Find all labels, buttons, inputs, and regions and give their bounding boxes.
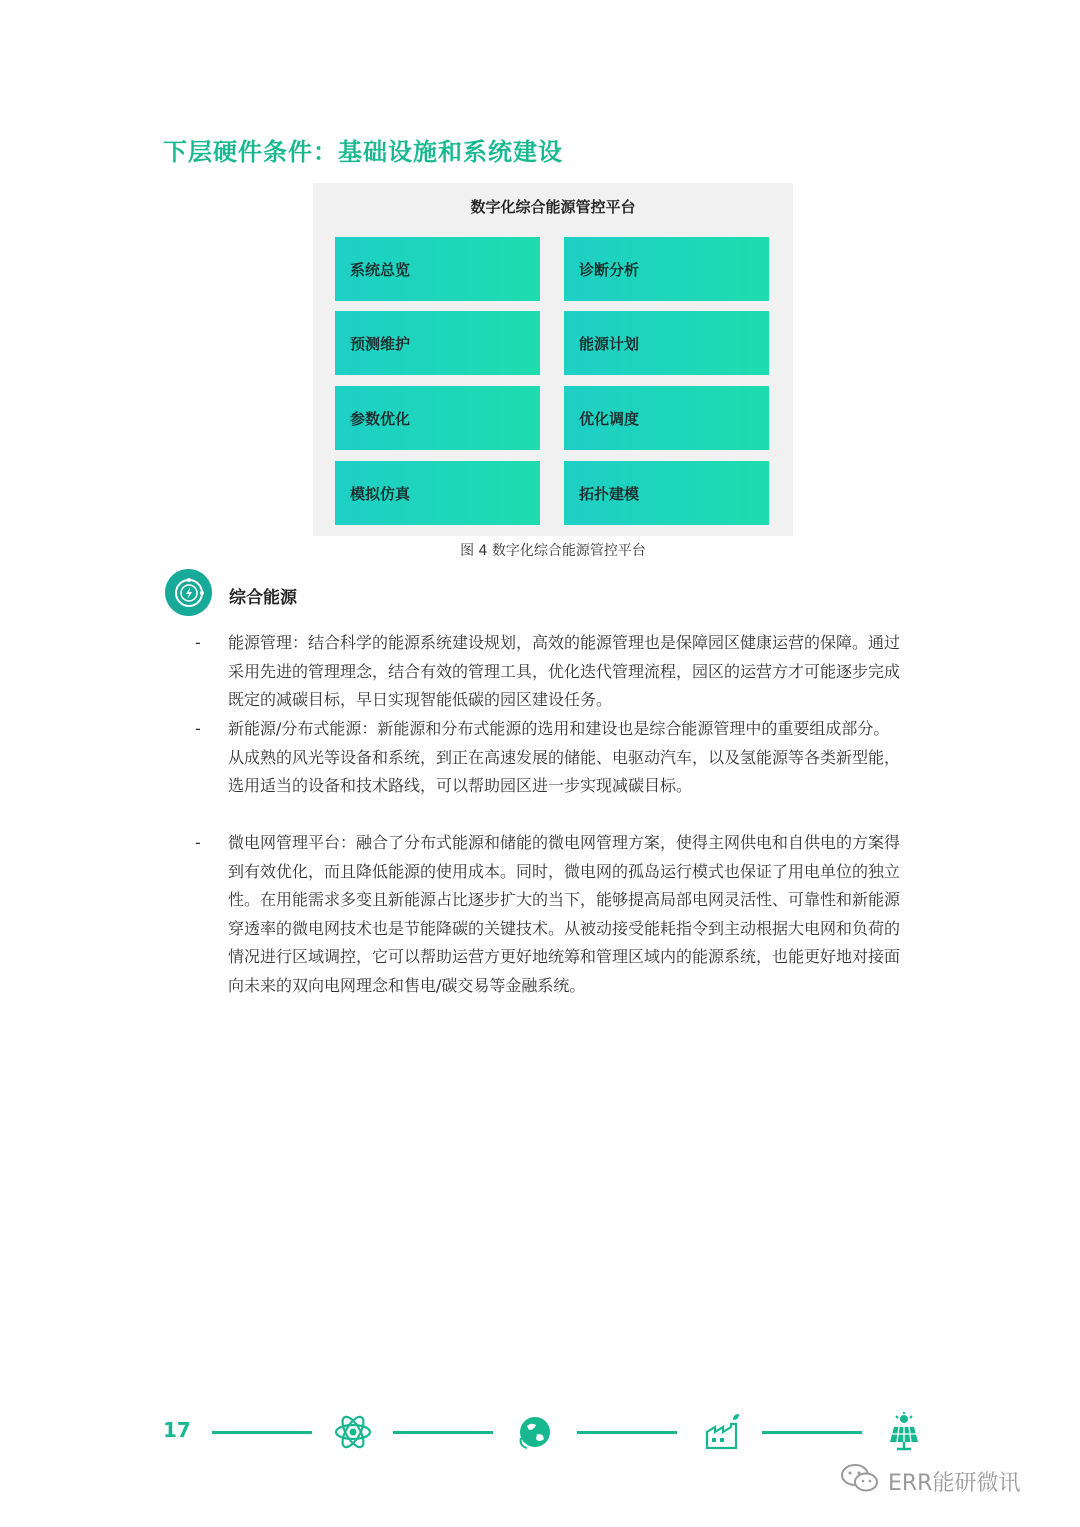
bullet-text: 新能源/分布式能源：新能源和分布式能源的选用和建设也是综合能源管理中的重要组成部分。从成熟的风光等设备和系统，到正在高速发展的储能、电驱动汽车，以及氢能源等各类新型能，选用适当的设备和技术路线，可以帮助园区进一步实现减碳目标。 [228, 719, 901, 795]
tile-system-overview: 系统总览 [335, 237, 540, 301]
bullet-marker: - [195, 633, 201, 652]
bullet-marker: - [195, 833, 201, 852]
tile-optimized-dispatch: 优化调度 [564, 386, 769, 450]
tile-predictive-maintenance: 预测维护 [335, 311, 540, 375]
footer-divider [762, 1431, 862, 1434]
bullet-text: 微电网管理平台：融合了分布式能源和储能的微电网管理方案，使得主网供电和自供电的方案得到有效优化，而且降低能源的使用成本。同时，微电网的孤岛运行模式也保证了用电单位的独立性。在用能需求多变且新能源占比逐步扩大的当下，能够提高局部电网灵活性、可靠性和新能源穿透率的微电网技术也是节能降碳的关键技术。从被动接受能耗指令到主动根据大电网和负荷的情况进行区域调控，它可以帮助运营方更好地统筹和管理区域内的能源系统，也能更好地对接面向未来的双向电网理念和售电/碳交易等金融系统。 [228, 833, 901, 995]
tile-topology-modeling: 拓扑建模 [564, 461, 769, 525]
platform-figure [313, 183, 793, 536]
figure-caption: 图 4 数字化综合能源管控平台 [460, 543, 646, 559]
bullet-text: 能源管理：结合科学的能源系统建设规划，高效的能源管理也是保障园区健康运营的保障。通过采用先进的管理理念，结合有效的管理工具，优化迭代管理流程，园区的运营方才可能逐步完成既定的减碳目标，早日实现智能低碳的园区建设任务。 [228, 633, 901, 709]
footer-divider [212, 1431, 312, 1434]
footer-divider [393, 1431, 493, 1434]
page-number: 17 [163, 1418, 191, 1442]
footer-divider [577, 1431, 677, 1434]
solar-panel-icon [884, 1412, 924, 1452]
factory-icon [703, 1412, 743, 1452]
tile-simulation: 模拟仿真 [335, 461, 540, 525]
tile-parameter-optimization: 参数优化 [335, 386, 540, 450]
page-footer [0, 1410, 1080, 1455]
energy-globe-icon [165, 569, 212, 616]
atom-icon [333, 1412, 373, 1452]
globe-icon [515, 1412, 555, 1452]
wechat-icon [840, 1462, 880, 1500]
watermark-text: ERR能研微讯 [888, 1470, 1021, 1496]
figure-title: 数字化综合能源管控平台 [470, 198, 636, 216]
tile-energy-plan: 能源计划 [564, 311, 769, 375]
page-heading: 下层硬件条件：基础设施和系统建设 [163, 138, 563, 166]
section-title: 综合能源 [229, 588, 297, 608]
tile-diagnostic-analysis: 诊断分析 [564, 237, 769, 301]
bullet-marker: - [195, 719, 201, 738]
watermark [840, 1461, 1020, 1501]
